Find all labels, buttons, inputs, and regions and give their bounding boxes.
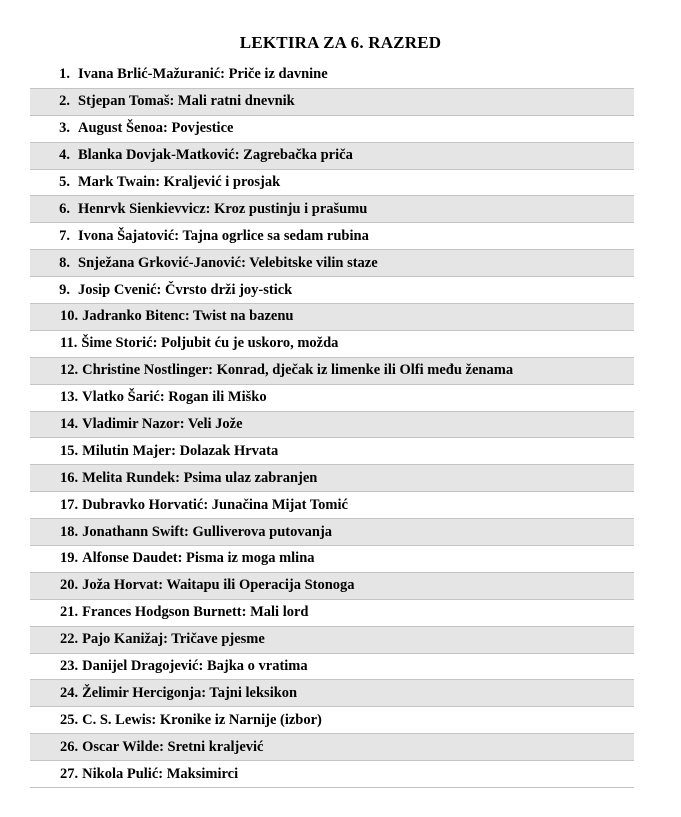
list-item-number: 12. [60,362,79,379]
list-item [30,465,634,492]
list-item [30,438,634,465]
list-item-number: 23. [60,658,79,675]
list-item [30,734,634,761]
list-item-number: 10. [60,308,79,325]
list-item [30,492,634,519]
list-item-number: 5. [59,174,70,190]
list-item-title: Jadranko Bitenc: Twist na bazenu [82,308,294,325]
list-item-number: 1. [59,66,70,83]
list-item-title: August Šenoa: Povjestice [78,120,234,137]
list-item [30,196,634,223]
list-item-number: 4. [59,147,70,164]
list-item [30,573,634,600]
list-item [30,304,634,331]
list-item-title: Milutin Majer: Dolazak Hrvata [82,442,279,459]
list-item-title: Pajo Kanižaj: Tričave pjesme [82,631,265,648]
list-item [30,223,634,250]
list-item-title: Ivana Brlić-Mažuranić: Priče iz davnine [78,66,328,83]
list-item-title: Josip Cvenić: Čvrsto drži joy-stick [78,281,293,298]
list-item-title: Christine Nostlinger: Konrad, dječak iz limenke ili Olfi među ženama [82,362,514,379]
list-item-title: Melita Rundek: Psima ulaz zabranjen [82,469,318,486]
list-item [30,62,634,89]
list-item-title: Danijel Dragojević: Bajka o vratima [82,658,308,675]
list-item-number: 20. [60,577,79,594]
list-item-title: Joža Horvat: Waitapu ili Operacija Stonoga [82,577,355,594]
list-item [30,546,634,573]
document-title: LEKTIRA ZA 6. RAZRED [239,33,442,52]
list-item-number: 3. [59,120,70,137]
list-item-title: Ivona Šajatović: Tajna ogrlice sa sedam rubina [78,227,369,244]
list-item-number: 27. [60,765,79,782]
list-item-title: Blanka Dovjak-Matković: Zagrebačka priča [78,147,353,164]
list-item-title: Šime Storić: Poljubit ću je uskoro, možda [81,335,339,352]
list-item-number: 13. [60,389,79,406]
list-item-number: 26. [60,738,79,755]
list-item-title: Henrvk Sienkievvicz: Kroz pustinju i prašumu [78,200,368,217]
list-item-number: 6. [59,200,70,217]
list-item [30,600,634,627]
list-item [30,412,634,439]
list-item-title: Vladimir Nazor: Veli Jože [82,416,243,433]
list-item-title: Snježana Grković-Janović: Velebitske vilin staze [78,254,378,271]
list-item [30,627,634,654]
list-item [30,89,634,116]
list-item-title: Oscar Wilde: Sretni kraljević [82,738,264,755]
list-item-number: 19. [60,550,79,567]
list-item [30,143,634,170]
list-item-number: 24. [60,684,79,701]
list-item-number: 21. [60,604,79,621]
list-item-number: 8. [59,254,70,271]
list-item-title: Stjepan Tomaš: Mali ratni dnevnik [78,93,295,110]
list-item-number: 7. [59,227,70,244]
list-item [30,331,634,358]
list-item-number: 16. [60,469,79,486]
list-item-number: 15. [60,442,79,459]
list-item-title: Vlatko Šarić: Rogan ili Miško [82,389,267,406]
list-item-number: 9. [59,281,70,298]
list-item [30,761,634,788]
list-item [30,654,634,681]
list-item-title: Alfonse Daudet: Pisma iz moga mlina [82,550,315,567]
list-item [30,680,634,707]
list-item-number: 22. [60,631,79,648]
list-item [30,519,634,546]
list-item-number: 2. [59,93,70,110]
list-item-title: Nikola Pulić: Maksimirci [82,765,239,782]
list-item-title: Mark Twain: Kraljević i prosjak [78,174,281,190]
list-item [30,707,634,734]
list-item-title: C. S. Lewis: Kronike iz Narnije (izbor) [82,711,322,728]
list-item [30,170,634,197]
list-item-title: Želimir Hercigonja: Tajni leksikon [82,684,298,701]
list-item-number: 11. [60,335,78,352]
list-item-title: Dubravko Horvatić: Junačina Mijat Tomić [82,496,348,513]
list-item-number: 14. [60,416,79,433]
list-item-number: 17. [60,496,79,513]
list-item-number: 18. [60,523,79,540]
list-item [30,116,634,143]
list-item [30,250,634,277]
list-item-title: Frances Hodgson Burnett: Mali lord [82,604,309,621]
list-item [30,385,634,412]
list-item-number: 25. [60,711,79,728]
reading-list [30,62,634,788]
list-item-title: Jonathann Swift: Gulliverova putovanja [82,523,333,540]
list-item [30,277,634,304]
list-item [30,358,634,385]
